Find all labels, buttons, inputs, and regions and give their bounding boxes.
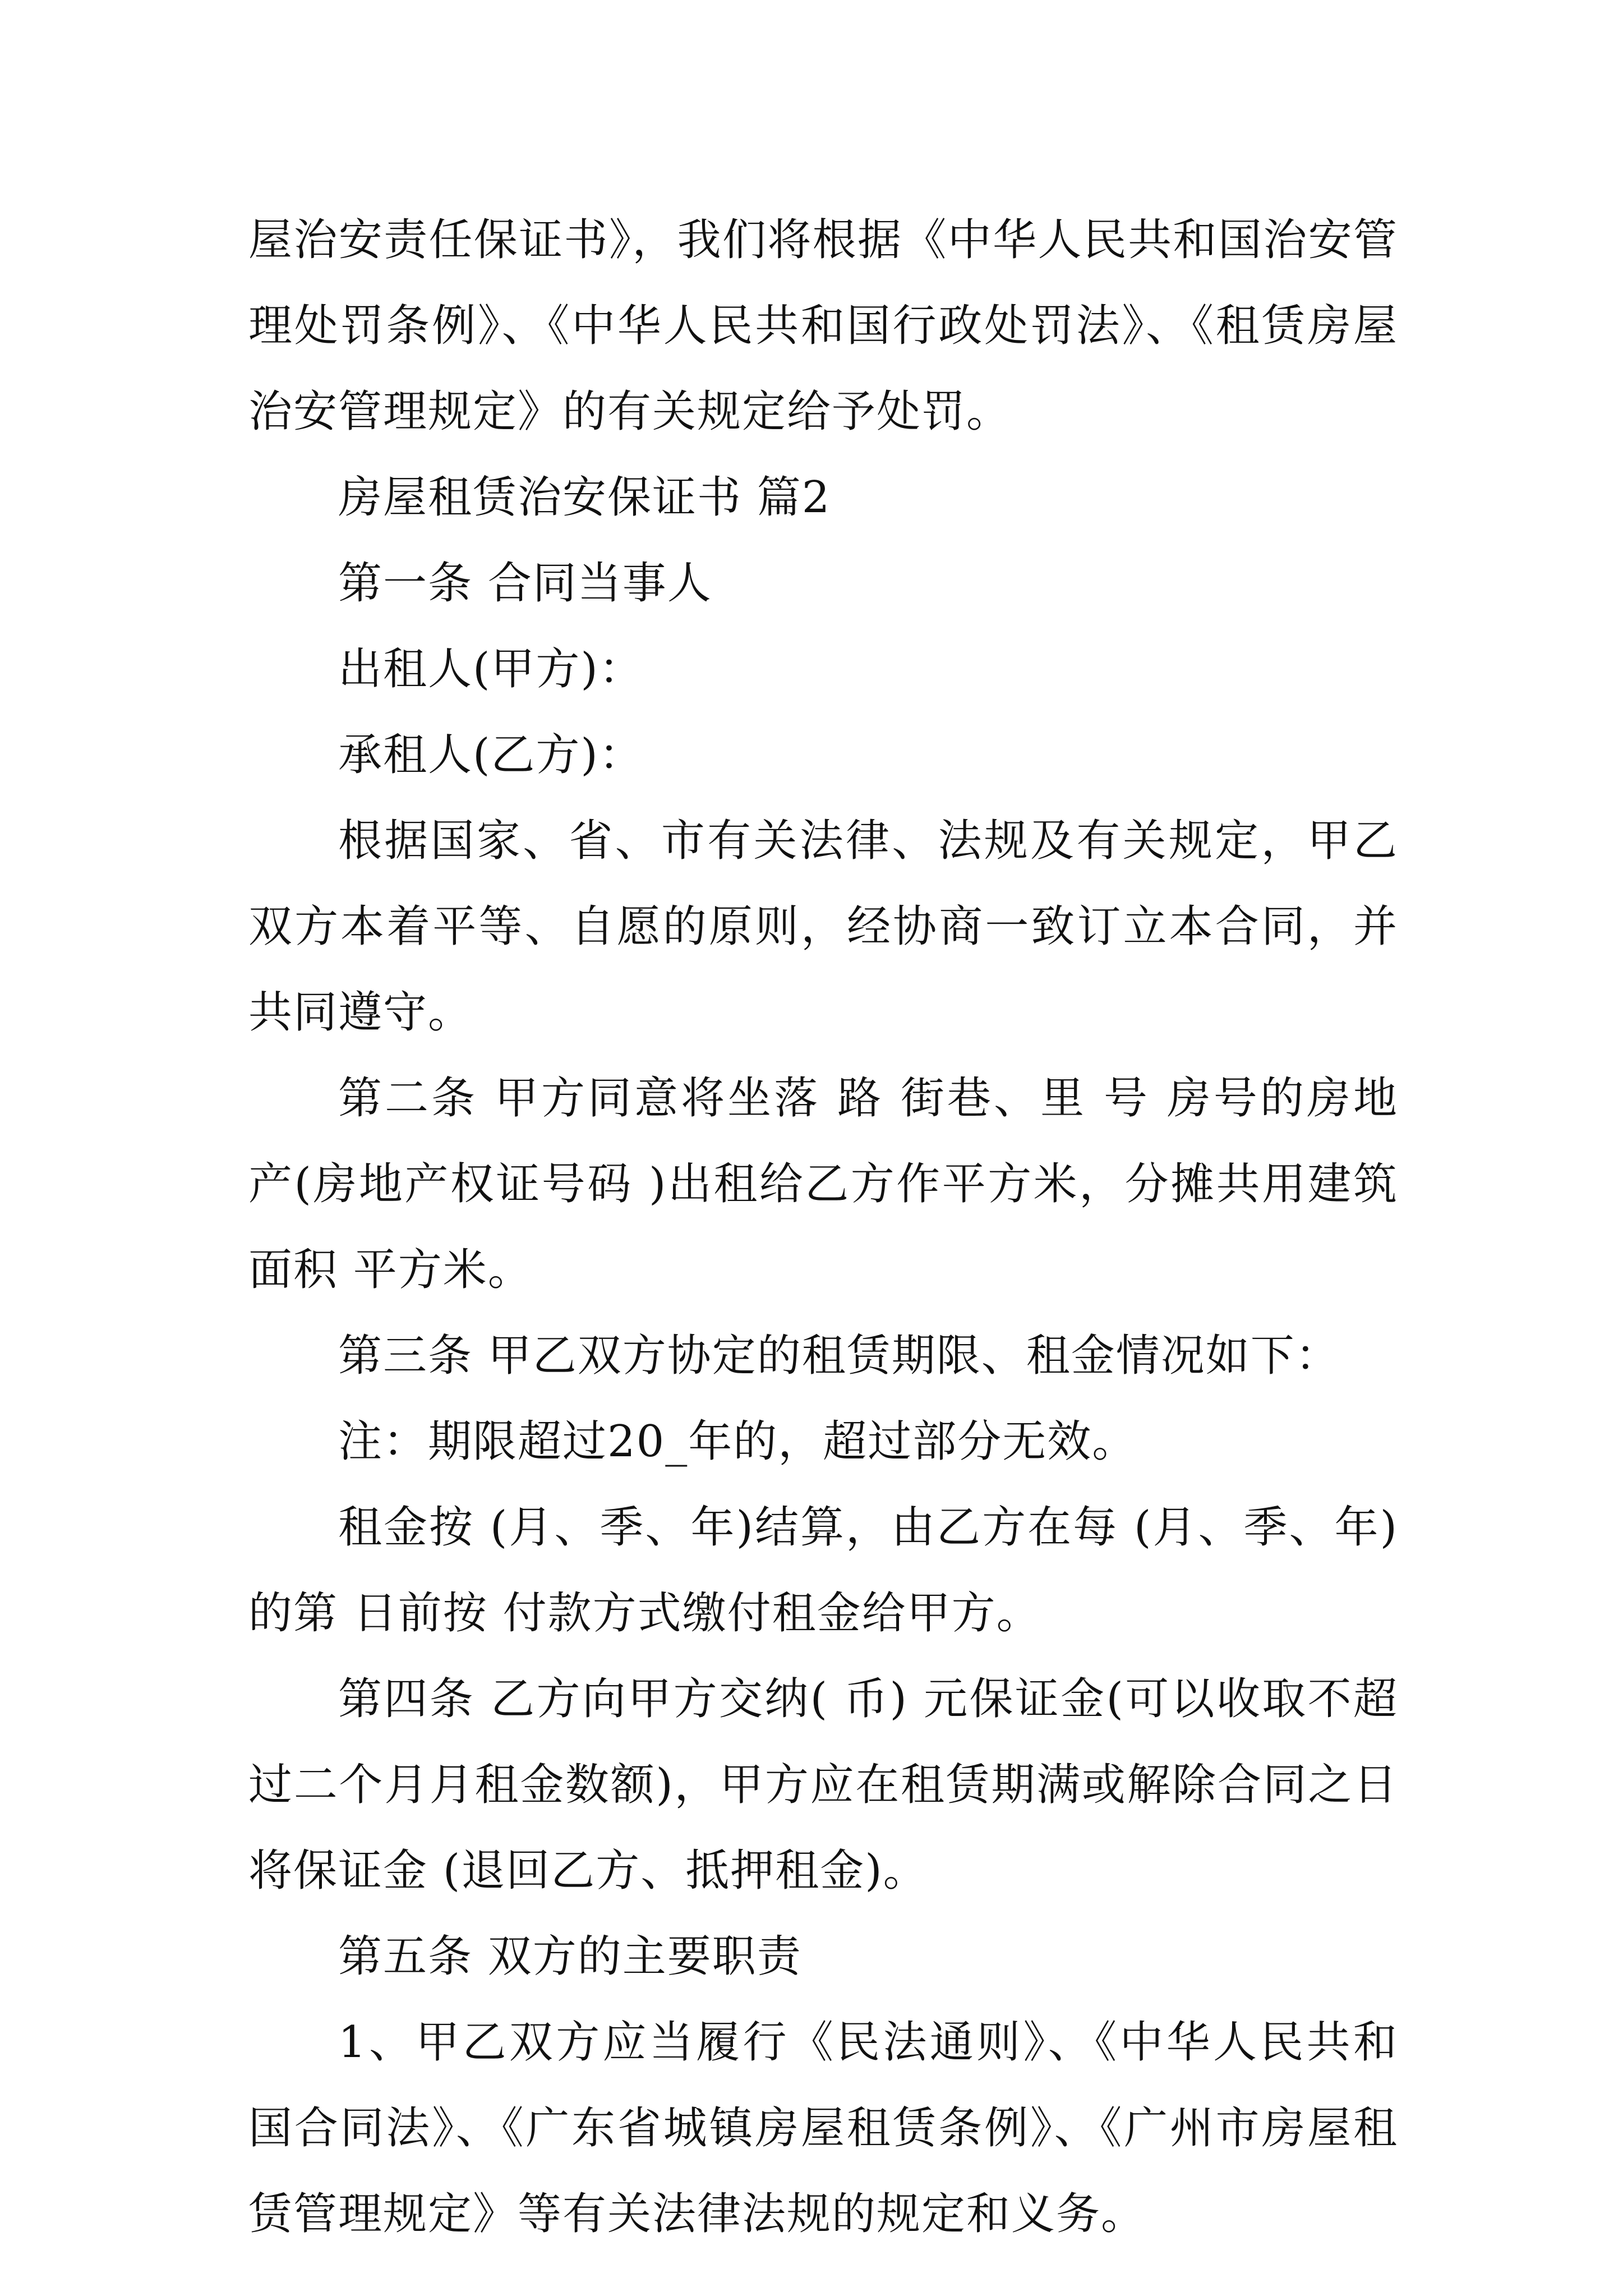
lessee-line: 承租人(乙方)： (338, 730, 644, 780)
lessor-line: 出租人(甲方)： (338, 644, 644, 694)
document-page (248, 197, 1398, 2257)
paragraph-penalty-clause: 屋治安责任保证书》，我们将根据《中华人民共和国治安管理处罚条例》、《中华人民共和国行政处罚法》、《租赁房屋治安管理规定》的有关规定给予处罚。 (248, 215, 1398, 437)
clause-5-duties: 第五条 双方的主要职责 (338, 1931, 802, 1982)
paragraph-duty-1: 1、甲乙双方应当履行《民法通则》、《中华人民共和国合同法》、《广东省城镇房屋租赁条例》、《广州市房屋租赁管理规定》等有关法律法规的规定和义务。 (248, 2017, 1398, 2239)
section-heading-article-2: 房屋租赁治安保证书 篇2 (338, 472, 831, 523)
paragraph-rent-payment: 租金按 (月、季、年)结算，由乙方在每 (月、季、年)的第 日前按 付款方式缴付租金给甲方。 (248, 1502, 1398, 1639)
paragraph-legal-basis: 根据国家、省、市有关法律、法规及有关规定，甲乙双方本着平等、自愿的原则，经协商一致订立本合同，并共同遵守。 (248, 816, 1398, 1038)
clause-1-parties: 第一条 合同当事人 (338, 558, 712, 609)
clause-3-term-rent: 第三条 甲乙双方协定的租赁期限、租金情况如下： (338, 1331, 1340, 1381)
clause-4-deposit: 第四条 乙方向甲方交纳( 币) 元保证金(可以收取不超过二个月月租金数额)，甲方应在租赁期满或解除合同之日将保证金 (退回乙方、抵押租金)。 (248, 1674, 1398, 1896)
note-term-limit: 注：期限超过20_年的，超过部分无效。 (338, 1416, 1137, 1467)
clause-2-property: 第二条 甲方同意将坐落 路 街巷、里 号 房号的房地产(房地产权证号码 )出租给乙方作平方米，分摊共用建筑面积 平方米。 (248, 1073, 1398, 1295)
